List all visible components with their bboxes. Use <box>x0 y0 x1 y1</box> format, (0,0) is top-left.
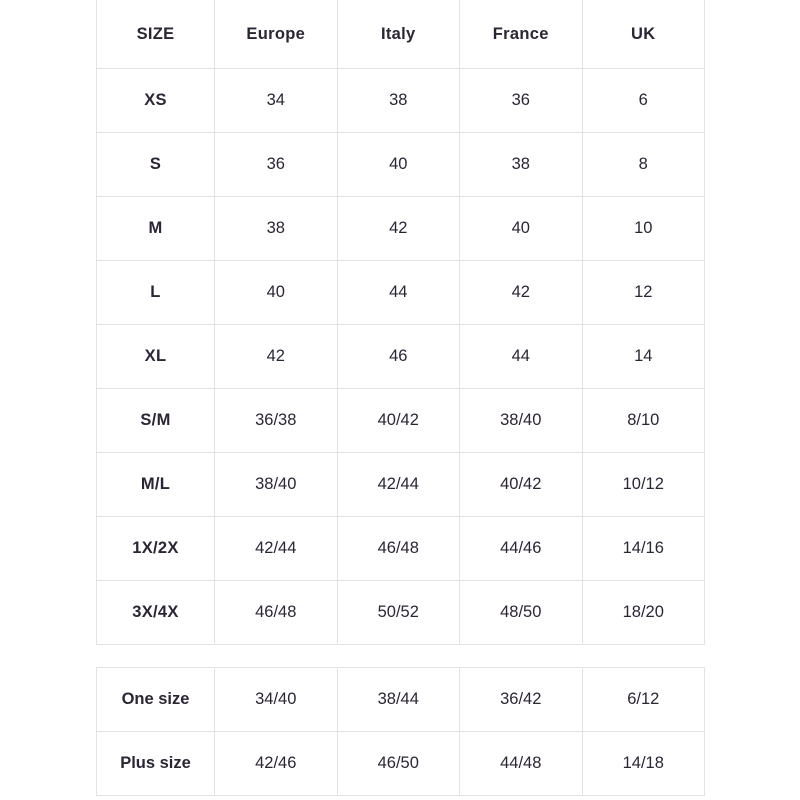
column-header-italy-label: Italy <box>380 24 416 43</box>
table-cell: 44/48 <box>460 732 583 796</box>
table-cell: 18/20 <box>582 581 705 645</box>
row-label: M <box>97 197 215 261</box>
table-row <box>97 261 705 325</box>
table-cell: 12 <box>582 261 705 325</box>
row-label: S/M <box>97 389 215 453</box>
table-cell: 14/16 <box>582 517 705 581</box>
column-header-france-label: France <box>492 24 549 43</box>
column-header-france <box>460 0 583 69</box>
column-header-size-label: SIZE <box>136 24 175 43</box>
row-label: M/L <box>97 453 215 517</box>
table-row <box>97 389 705 453</box>
table-row <box>97 325 705 389</box>
table-cell: 44/46 <box>460 517 583 581</box>
table-cell: 46 <box>337 325 460 389</box>
table-cell: 40/42 <box>460 453 583 517</box>
column-header-italy <box>337 0 460 69</box>
table-cell: 42 <box>215 325 338 389</box>
table-row <box>97 517 705 581</box>
column-header-size <box>97 0 215 69</box>
table-cell: 34/40 <box>215 668 338 732</box>
row-label: L <box>97 261 215 325</box>
column-header-uk-label: UK <box>631 24 656 43</box>
table-cell: 34 <box>215 69 338 133</box>
table-cell: 40 <box>215 261 338 325</box>
row-label: 1X/2X <box>97 517 215 581</box>
table-row <box>97 133 705 197</box>
one-size-plus-size-table <box>96 667 705 796</box>
table-header <box>97 0 705 69</box>
row-label: S <box>97 133 215 197</box>
table-row <box>97 197 705 261</box>
table-cell: 42/44 <box>215 517 338 581</box>
table-cell: 38/40 <box>215 453 338 517</box>
table-cell: 44 <box>337 261 460 325</box>
table-body <box>97 69 705 645</box>
table-cell: 44 <box>460 325 583 389</box>
table-cell: 8 <box>582 133 705 197</box>
size-conversion-table <box>96 0 705 645</box>
one-size-plus-size-table-container <box>96 667 704 796</box>
row-label: XS <box>97 69 215 133</box>
table-cell: 6/12 <box>582 668 705 732</box>
table-cell: 8/10 <box>582 389 705 453</box>
table-cell: 38/40 <box>460 389 583 453</box>
table-cell: 40 <box>337 133 460 197</box>
table-cell: 6 <box>582 69 705 133</box>
table-cell: 36 <box>460 69 583 133</box>
table-cell: 38 <box>215 197 338 261</box>
table-cell: 42/44 <box>337 453 460 517</box>
column-header-europe-label: Europe <box>246 24 306 43</box>
table-cell: 10 <box>582 197 705 261</box>
table-row <box>97 732 705 796</box>
row-label: XL <box>97 325 215 389</box>
table-cell: 42 <box>337 197 460 261</box>
table-cell: 40/42 <box>337 389 460 453</box>
row-label-plus-size: Plus size <box>97 732 215 796</box>
table-cell: 42/46 <box>215 732 338 796</box>
table-row <box>97 581 705 645</box>
table-cell: 36/38 <box>215 389 338 453</box>
table-cell: 38 <box>460 133 583 197</box>
table-cell: 42 <box>460 261 583 325</box>
table-row <box>97 453 705 517</box>
size-conversion-table-container <box>96 0 704 645</box>
column-header-europe <box>215 0 338 69</box>
table-cell: 38/44 <box>337 668 460 732</box>
row-label-one-size: One size <box>97 668 215 732</box>
table-cell: 50/52 <box>337 581 460 645</box>
table-row <box>97 69 705 133</box>
table-cell: 46/48 <box>337 517 460 581</box>
table-cell: 46/48 <box>215 581 338 645</box>
table-cell: 10/12 <box>582 453 705 517</box>
table-row <box>97 668 705 732</box>
table-cell: 14/18 <box>582 732 705 796</box>
table-cell: 36/42 <box>460 668 583 732</box>
table-header-row <box>97 0 705 69</box>
table-cell: 40 <box>460 197 583 261</box>
table-cell: 36 <box>215 133 338 197</box>
table-body <box>97 668 705 796</box>
table-cell: 48/50 <box>460 581 583 645</box>
table-cell: 46/50 <box>337 732 460 796</box>
table-cell: 38 <box>337 69 460 133</box>
row-label: 3X/4X <box>97 581 215 645</box>
table-cell: 14 <box>582 325 705 389</box>
column-header-uk <box>582 0 705 69</box>
